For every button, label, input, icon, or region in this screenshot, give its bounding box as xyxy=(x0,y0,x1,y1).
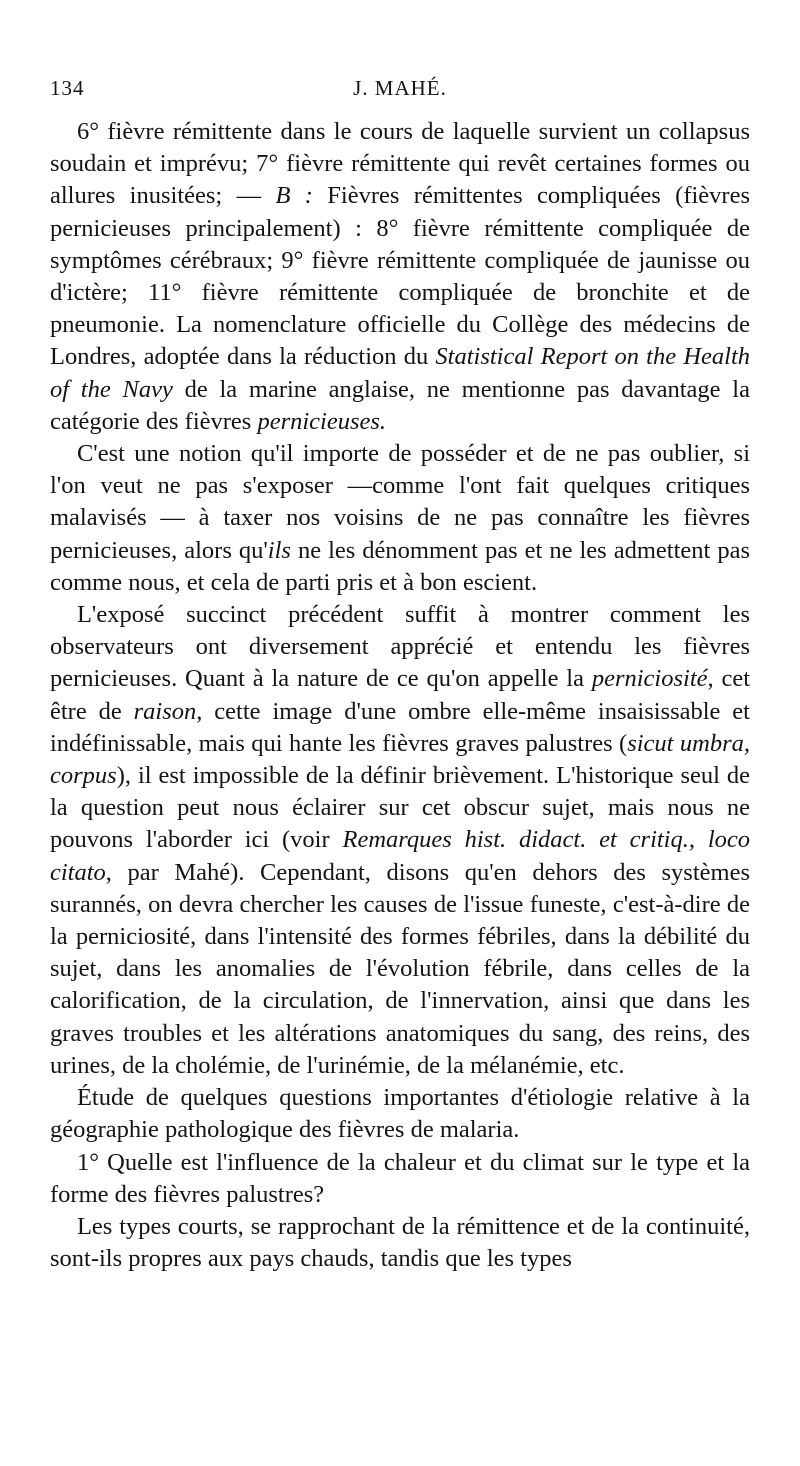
paragraph-etiology-heading xyxy=(50,1082,750,1146)
text-segment-italic: ils xyxy=(267,536,291,564)
text-segment: ), il est impossible de la définir brièvement. L'historique seul de la question peut nous éclairer sur cet obscur sujet, mais nous ne pouvons l'aborder ici (voir xyxy=(50,762,750,854)
text-segment: 6° fièvre rémittente dans le cours de laquelle survient un collapsus soudain et imprévu; 7° fièvre rémittente qui revêt certaines formes ou allures inusitées; — xyxy=(50,118,750,210)
paragraph-fever-classification xyxy=(50,116,750,438)
text-segment-italic: B : xyxy=(275,182,313,210)
page-number: 134 xyxy=(50,76,85,100)
paragraph-question-1 xyxy=(50,1147,750,1211)
text-segment-italic: sicut umbra, corpus xyxy=(50,729,751,790)
text-segment: Les types courts, se rapprochant de la rémittence et de la continuité, sont-ils propres aux pays chauds, tandis que les types xyxy=(50,1212,750,1273)
text-segment: , cet être de xyxy=(50,665,751,725)
text-segment: Étude de quelques questions importantes d'étiologie relative à la géographie pathologique des fièvres de malaria. xyxy=(50,1084,750,1144)
paragraph-perniciosity xyxy=(50,599,750,1082)
text-body xyxy=(50,116,750,1275)
text-segment: ne les dénomment pas et ne les admettent pas comme nous, et cela de parti pris et à bon escient. xyxy=(50,536,750,596)
text-segment: L'exposé succinct précédent suffit à montrer comment les observateurs ont diversement apprécié et entendu les fièvres pernicieuses. Quant à la nature de ce qu'on appelle la xyxy=(50,601,750,693)
text-segment-italic: raison xyxy=(133,697,197,725)
running-title: J. MAHÉ. xyxy=(353,76,447,100)
paragraph-short-types xyxy=(50,1211,750,1275)
text-segment: , cette image d'une ombre elle-même insaisissable et indéfinissable, mais qui hante les fièvres graves palustres ( xyxy=(50,697,750,757)
paragraph-notion xyxy=(50,438,750,599)
text-segment: 1° Quelle est l'influence de la chaleur et du climat sur le type et la forme des fièvres palustres? xyxy=(50,1148,750,1208)
text-segment-italic: Remarques hist. didact. et critiq., loco citato xyxy=(50,826,750,886)
text-segment: , par Mahé). Cependant, disons qu'en dehors des systèmes surannés, on devra chercher les causes de l'issue funeste, c'est-à-dire de la perniciosité, dans l'intensité des formes fébriles, dans la débilité du sujet, dans les anomalies de l'évolution fébrile, dans celles de la calorification, de la circulation, de l'innervation, ainsi que dans les graves troubles et les altérations anatomiques du sang, des reins, des urines, de la cholémie, de l'urinémie, de la mélanémie, etc. xyxy=(50,858,750,1079)
text-segment: de la marine anglaise, ne mentionne pas davantage la catégorie des fièvres xyxy=(50,375,750,435)
text-segment: C'est une notion qu'il importe de posséder et de ne pas oublier, si l'on veut ne pas s'exposer —comme l'ont fait quelques critiques malavisés — à taxer nos voisins de ne pas connaître les fièvres pernicieuses, alors qu' xyxy=(50,440,750,564)
text-segment-italic: pernicieuses. xyxy=(257,407,387,435)
text-segment-italic: perniciosité xyxy=(591,665,708,693)
running-head xyxy=(50,76,750,104)
text-segment-italic: Statistical Report on the Health of the Navy xyxy=(50,343,750,403)
text-segment: Fièvres rémittentes compliquées (fièvres pernicieuses principalement) : 8° fièvre rémittente compliquée de symptômes cérébraux; 9° fièvre rémittente compliquée de jaunisse ou d'ictère; 11° fièvre rémittente compliquée de bronchite et de pneumonie. La nomenclature officielle du Collège des médecins de Londres, adoptée dans la réduction du xyxy=(50,182,751,371)
